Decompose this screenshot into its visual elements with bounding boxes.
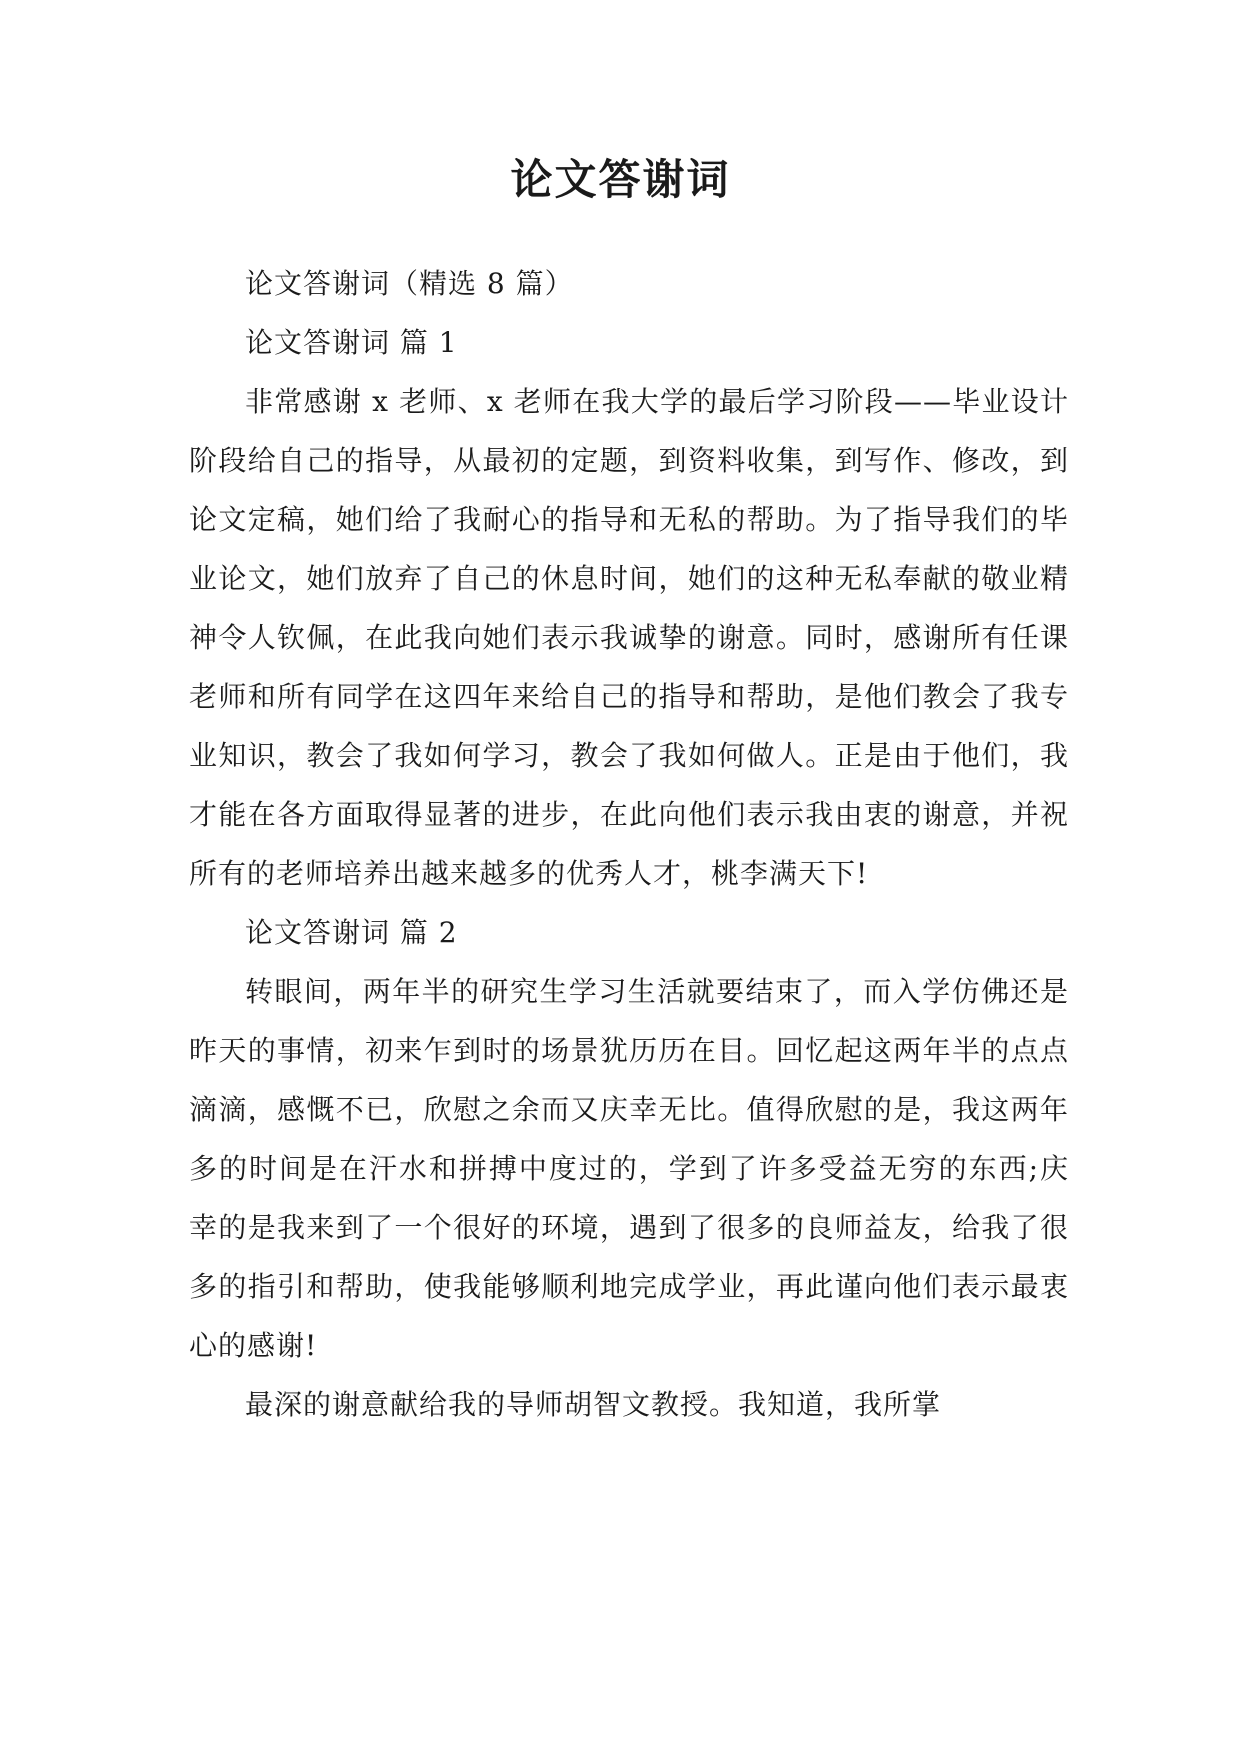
section-2-paragraph-2: 最深的谢意献给我的导师胡智文教授。我知道，我所掌 (245, 1388, 942, 1421)
section-heading-2: 论文答谢词 篇 2 (245, 916, 458, 949)
section-1-paragraph-1: 非常感谢 x 老师、x 老师在我大学的最后学习阶段——毕业设计阶段给自己的指导，从最初的定题，到资料收集，到写作、修改，到论文定稿，她们给了我耐心的指导和无私的帮助。为了指导我们的毕业论文，她们放弃了自己的休息时间，她们的这种无私奉献的敬业精神令人钦佩，在此我向她们表示我诚挚的谢意。同时，感谢所有任课老师和所有同学在这四年来给自己的指导和帮助，是他们教会了我专业知识，教会了我如何学习，教会了我如何做人。正是由于他们，我才能在各方面取得显著的进步，在此向他们表示我由衷的谢意，并祝所有的老师培养出越来越多的优秀人才，桃李满天下! (189, 385, 1069, 890)
document-title: 论文答谢词 (510, 155, 731, 204)
document-subtitle: 论文答谢词（精选 8 篇） (245, 267, 574, 300)
document-body (189, 254, 1069, 1434)
section-heading-1: 论文答谢词 篇 1 (245, 326, 458, 359)
section-2-paragraph-1: 转眼间，两年半的研究生学习生活就要结束了，而入学仿佛还是昨天的事情，初来乍到时的场景犹历历在目。回忆起这两年半的点点滴滴，感慨不已，欣慰之余而又庆幸无比。值得欣慰的是，我这两年多的时间是在汗水和拼搏中度过的，学到了许多受益无穷的东西;庆幸的是我来到了一个很好的环境，遇到了很多的良师益友，给我了很多的指引和帮助，使我能够顺利地完成学业，再此谨向他们表示最衷心的感谢! (189, 975, 1069, 1362)
